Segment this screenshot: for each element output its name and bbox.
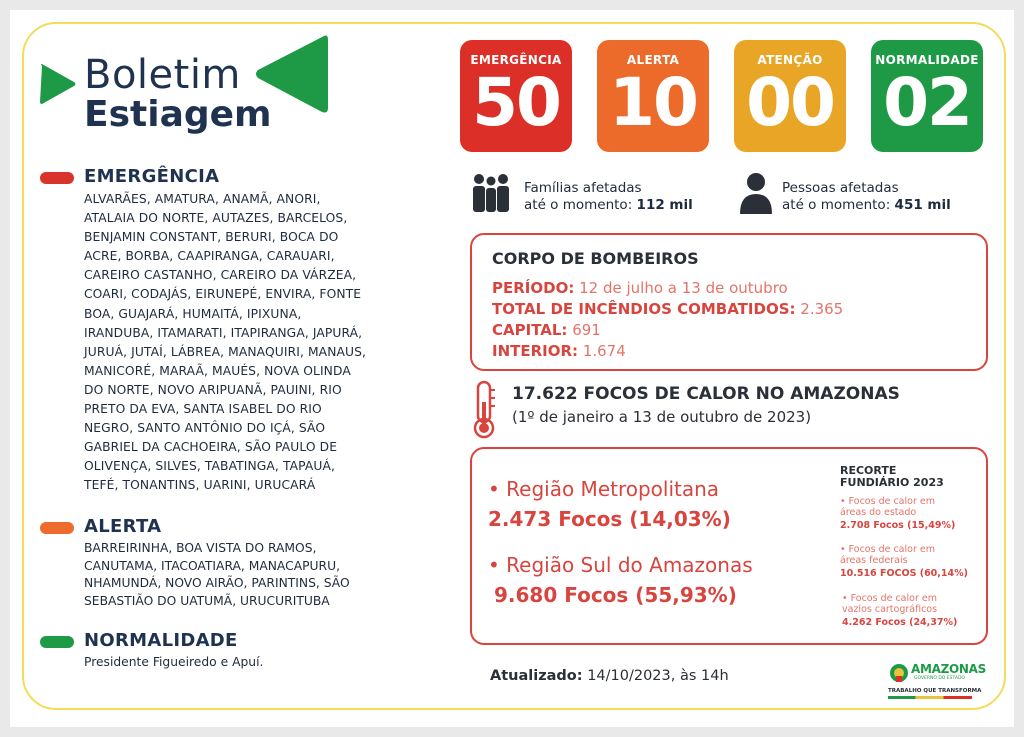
normalidade-heading: NORMALIDADE [84,630,238,651]
bullet-icon: • [842,593,851,604]
metro-value: 2.473 Focos (14,03%) [488,507,731,531]
recorte-item-text: áreas federais [840,555,908,566]
bullet-icon: • [488,553,507,577]
emergencia-line: BOA, GUAJARÁ, HUMAITÁ, IPIXUNA, [84,306,302,321]
recorte-item-text: Focos de calor em [850,593,937,604]
bullet-icon: • [840,544,849,555]
emergencia-line: TEFÉ, TONANTINS, UARINI, URUCARÁ [84,478,316,493]
regioes-card [470,447,988,645]
focos-title: 17.622 FOCOS DE CALOR NO AMAZONAS [512,384,900,404]
bombeiros-total [492,300,843,318]
recorte-item-text: Focos de calor em [848,496,935,507]
emergencia-heading: EMERGÊNCIA [84,166,220,187]
focos-subtitle: (1º de janeiro a 13 de outubro de 2023) [512,408,812,426]
status-box-label: EMERGÊNCIA [470,53,562,67]
recorte-item-text: Focos de calor em [848,544,935,555]
recorte-item-text: áreas do estado [840,507,917,518]
emergencia-municipios [84,190,424,496]
familias-stat [524,180,693,214]
interior-value: 1.674 [582,342,626,360]
normalidade-municipios: Presidente Figueiredo e Apuí. [84,655,264,669]
sul-label: Região Sul do Amazonas [506,553,753,577]
pessoas-stat [782,180,951,214]
emergencia-line: COARI, CODAJÁS, EIRUNEPÉ, ENVIRA, FONTE [84,287,362,302]
status-box-label: NORMALIDADE [875,53,979,67]
green-triangle-small-icon [38,62,78,106]
total-value: 2.365 [800,300,844,318]
bombeiros-title: CORPO DE BOMBEIROS [492,249,699,268]
emergencia-line: MANICORÉ, MARAÃ, MAUÉS, NOVA OLINDA [84,363,351,378]
updated-label: Atualizado: [490,668,583,684]
familias-label-2: até o momento: [524,197,633,213]
metro-label: Região Metropolitana [506,477,720,501]
metro-label-row [488,477,719,501]
bullet-icon: • [488,477,507,501]
interior-label: INTERIOR: [492,342,579,360]
alerta-municipios [84,540,424,611]
emergencia-line: IRANDUBA, ITAMARATI, ITAPIRANGA, JAPURÁ, [84,325,363,340]
periodo-value: 12 de julho a 13 de outubro [579,279,788,297]
pessoas-value: 451 mil [894,197,951,213]
recorte-item-value: 10.516 FOCOS (60,14%) [840,568,968,579]
emergencia-line: BENJAMIN CONSTANT, BERURI, BOCA DO [84,230,339,245]
bullet-icon: • [840,496,849,507]
family-icon [470,172,512,214]
recorte-item [840,544,968,579]
familias-value: 112 mil [636,197,693,213]
alerta-line: SEBASTIÃO DO UATUMÃ, URUCURITUBA [84,594,330,609]
title-estiagem: Estiagem [84,94,272,135]
alerta-heading: ALERTA [84,516,162,537]
normalidade-marker [40,636,74,648]
emergencia-line: OLIVENÇA, SILVES, TABATINGA, TAPAUÁ, [84,459,335,474]
recorte-item-value: 2.708 Focos (15,49%) [840,520,956,531]
recorte-item [840,496,955,531]
emergencia-line: NEGRO, SANTO ANTÔNIO DO IÇÁ, SÃO [84,421,326,436]
sul-label-row [488,553,753,577]
status-box-value: 10 [609,64,697,141]
status-box-emergencia [460,40,572,152]
person-icon [738,172,774,214]
logo-sub: GOVERNO DO ESTADO [914,676,965,681]
status-box-label: ATENÇÃO [757,53,823,67]
recorte-title-1: RECORTE [840,464,897,477]
status-box-value: 02 [883,64,971,141]
status-box-normalidade [871,40,983,152]
emergencia-line: ALVARÃES, AMATURA, ANAMÃ, ANORI, [84,192,321,206]
logo-name: AMAZONAS [911,662,986,676]
status-box-value: 00 [746,64,834,141]
recorte-title-2: FUNDIÁRIO 2023 [840,476,944,489]
logo-stripe [888,696,972,699]
familias-label: Famílias afetadas [524,180,642,196]
alerta-marker [40,522,74,534]
periodo-label: PERÍODO: [492,279,575,297]
emergencia-line: ACRE, BORBA, CAAPIRANGA, CARAUARI, [84,249,335,264]
total-label: TOTAL DE INCÊNDIOS COMBATIDOS: [492,300,796,318]
alerta-line: CANUTAMA, ITACOATIARA, MANACAPURU, [84,558,340,573]
updated-value: 14/10/2023, às 14h [587,668,729,684]
recorte-item-text: vazios cartográficos [842,604,938,615]
emergencia-line: JURUÁ, JUTAÍ, LÁBREA, MANAQUIRI, MANAUS, [84,344,367,359]
bombeiros-periodo [492,279,788,297]
emergencia-line: GABRIEL DA CACHOEIRA, SÃO PAULO DE [84,440,338,455]
updated-row [490,668,729,684]
amazonas-logo [888,660,986,704]
thermometer-icon [470,380,498,440]
capital-label: CAPITAL: [492,321,568,339]
alerta-line: BARREIRINHA, BOA VISTA DO RAMOS, [84,541,317,555]
emergencia-line: PRETO DA EVA, SANTA ISABEL DO RIO [84,402,322,417]
emergencia-line: CAREIRO CASTANHO, CAREIRO DA VÁRZEA, [84,268,357,283]
pessoas-label: Pessoas afetadas [782,180,899,196]
recorte-item-value: 4.262 Focos (24,37%) [842,617,958,628]
pessoas-label-2: até o momento: [782,197,891,213]
status-box-atencao [734,40,846,152]
sul-value: 9.680 Focos (55,93%) [494,583,737,607]
logo-tagline: TRABALHO QUE TRANSFORMA [888,688,982,694]
emergencia-marker [40,172,74,184]
coat-of-arms-icon [888,662,910,684]
recorte-item [842,593,957,628]
recorte-title [840,465,944,489]
capital-value: 691 [572,321,601,339]
status-box-alerta [597,40,709,152]
status-box-label: ALERTA [626,53,680,67]
bombeiros-interior [492,342,626,360]
alerta-line: NHAMUNDÁ, NOVO AIRÃO, PARINTINS, SÃO [84,576,350,591]
emergencia-line: DO NORTE, NOVO ARIPUANÃ, PAUINI, RIO [84,382,342,397]
bombeiros-capital [492,321,601,339]
bombeiros-card [470,233,988,371]
status-box-value: 50 [472,64,560,141]
title-boletim: Boletim [84,52,241,98]
emergencia-line: ATALAIA DO NORTE, AUTAZES, BARCELOS, [84,211,348,226]
